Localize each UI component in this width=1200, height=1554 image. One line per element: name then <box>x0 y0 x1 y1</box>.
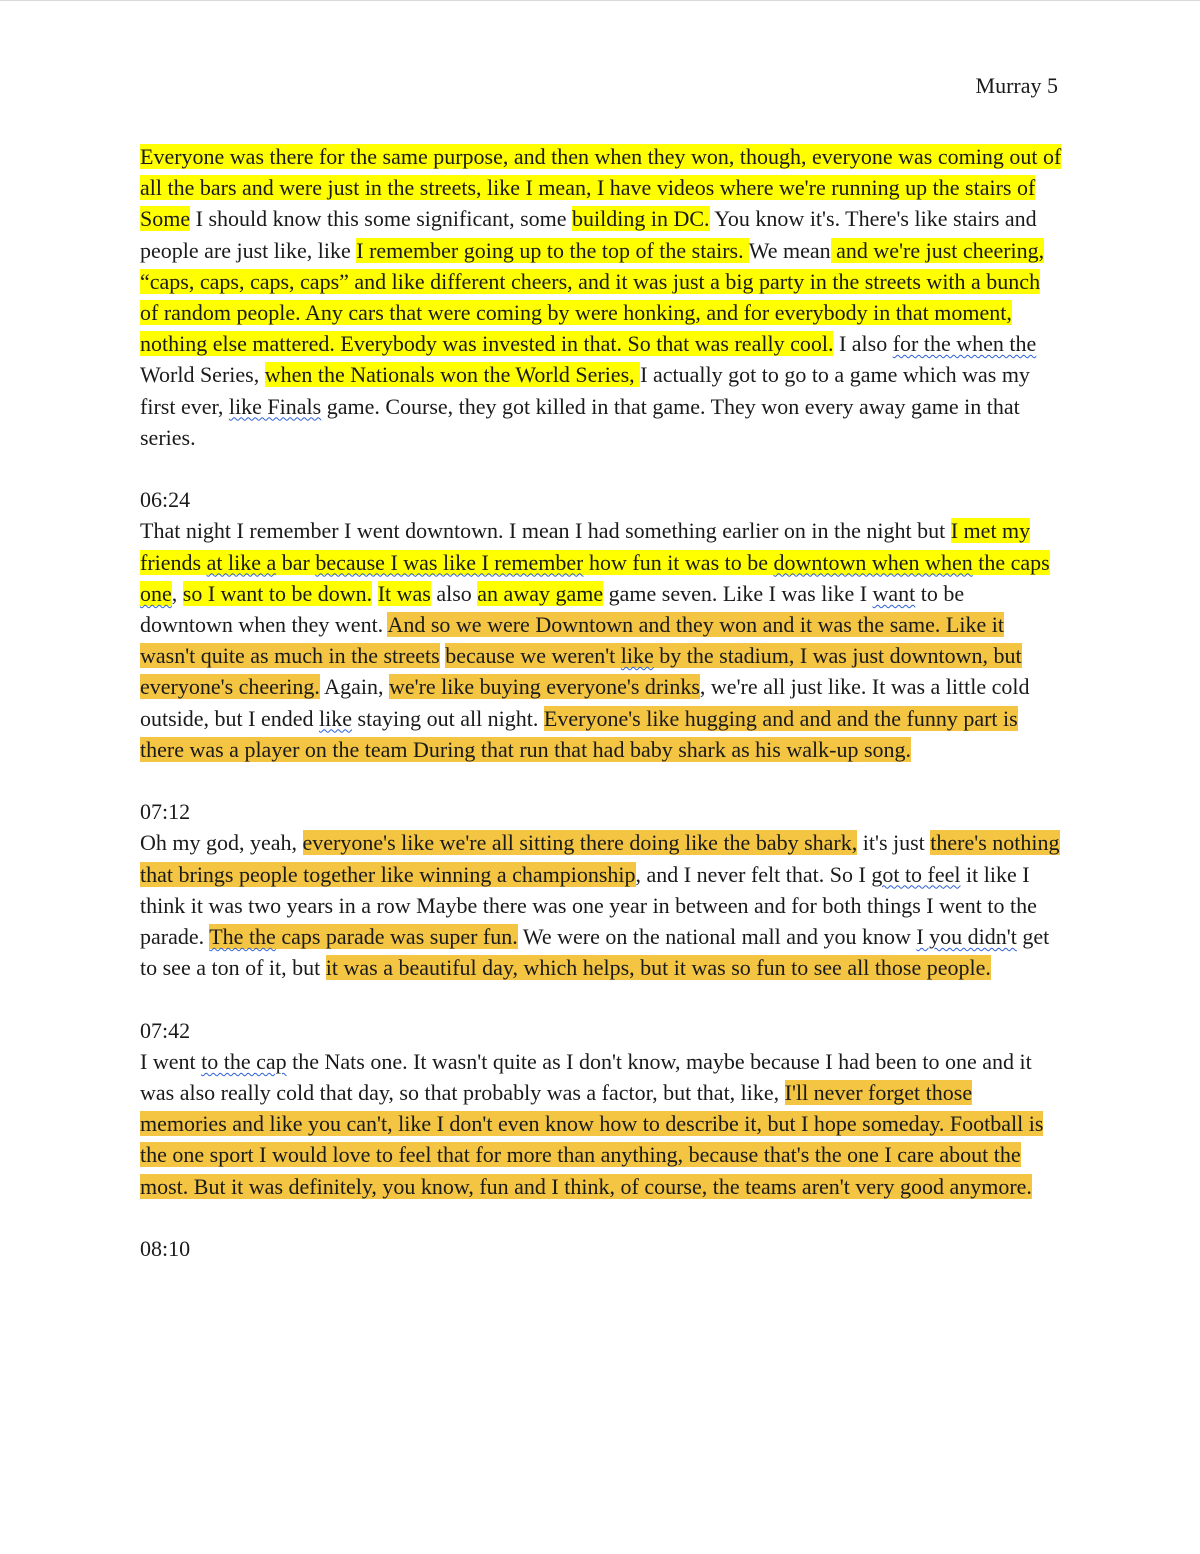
highlighted-text-run: Everyone's like hugging and and and the funny part is there was a player on the team During that run that had baby shark as his walk-up song. <box>140 705 1018 762</box>
highlighted-text-run: how fun it was to be <box>583 549 774 575</box>
document-body <box>140 141 1062 1264</box>
timestamp: 08:10 <box>140 1236 191 1262</box>
grammar-flagged-text: The the <box>209 924 276 950</box>
text-run: I should know this some significant, some <box>190 206 573 232</box>
highlighted-text-run: I met my friends <box>140 518 1031 575</box>
text-run: to be downtown when they went. <box>140 580 965 638</box>
text-run: , <box>171 580 183 606</box>
highlighted-text-run: when the Nationals won the World Series, <box>264 362 641 388</box>
grammar-flagged-text: one <box>140 580 172 606</box>
highlighted-text-run: it was a beautiful day, which helps, but it was so fun to see all those people. <box>325 955 991 981</box>
highlighted-text-run: building in DC. <box>572 206 710 232</box>
highlighted-text-run: so I want to be down. <box>182 580 373 606</box>
timestamp: 07:42 <box>140 1017 191 1043</box>
transcript-paragraph <box>140 515 1062 765</box>
text-run: That night I remember I went downtown. I mean I had something earlier on in the night but <box>140 518 951 544</box>
grammar-flagged-text: because I was like I remember <box>315 549 584 575</box>
grammar-flagged-text: downtown when when <box>773 549 973 575</box>
transcript-paragraph <box>140 1046 1062 1202</box>
highlighted-text-run: by the stadium, I was just downtown, but everyone's cheering. <box>140 643 1022 700</box>
timestamp: 06:24 <box>140 487 191 513</box>
text-run: I also <box>833 331 893 357</box>
text-run: I went <box>140 1048 202 1074</box>
text-run: Oh my god, yeah, <box>140 830 303 856</box>
highlighted-text-run: an away game <box>477 580 604 606</box>
text-run <box>372 581 378 606</box>
highlighted-text-run: there's nothing that brings people together like winning a championship <box>140 830 1060 887</box>
text-run: We were on the national mall and you know <box>517 924 917 950</box>
highlighted-text-run: Everyone was there for the same purpose, and then when they won, though, everyone was coming out of all the bars and were just in the streets, like I mean, I have videos where we're running up the stairs of Some <box>140 144 1062 232</box>
grammar-flagged-text: got to feel <box>871 861 961 887</box>
grammar-flagged-text: like <box>620 643 654 669</box>
grammar-flagged-text: to the cap <box>201 1048 287 1074</box>
grammar-flagged-text: want <box>872 580 916 606</box>
highlighted-text-run: the caps <box>972 549 1050 575</box>
text-run: the Nats one. It wasn't quite as I don't know, maybe because I had been to one and it was also really cold that day, so that probably was a factor, but that, like, <box>140 1048 1032 1106</box>
page-top-border <box>0 0 1200 1</box>
grammar-flagged-text: for the when the <box>892 331 1037 357</box>
highlighted-text-run: It was <box>377 580 431 606</box>
text-run: game. Course, they got killed in that game. They won every away game in that series. <box>140 393 1020 450</box>
highlighted-text-run: everyone's like we're all sitting there doing like the baby shark, <box>302 830 858 856</box>
highlighted-text-run: bar <box>276 549 316 575</box>
text-run: Again, <box>319 674 389 700</box>
timestamp: 07:12 <box>140 799 191 825</box>
grammar-flagged-text: at like a <box>206 549 277 575</box>
text-run: get to see a ton of it, but <box>140 924 1050 981</box>
highlighted-text-run: and we're just cheering, “caps, caps, caps, caps” and like different cheers, and it was just a big party in the streets with a bunch of random people. Any cars that were coming by were honking, and for everybody in that moment, nothing else mattered. Everybody was invested in that. So that was really cool. <box>140 237 1045 357</box>
text-run: , we're all just like. It was a little cold outside, but I ended <box>140 674 1030 731</box>
text-run: also <box>430 580 478 606</box>
highlighted-text-run: caps parade was super fun. <box>275 924 518 950</box>
text-run: it's just <box>857 830 931 856</box>
highlighted-text-run: because we weren't <box>445 643 621 669</box>
grammar-flagged-text: like <box>319 705 353 731</box>
grammar-flagged-text: like Finals <box>228 393 322 419</box>
text-run: World Series, <box>140 362 265 388</box>
text-run: You know it's. There's like stairs and people are just like, like <box>140 206 1037 263</box>
transcript-paragraph <box>140 141 1062 453</box>
transcript-paragraph <box>140 827 1062 983</box>
text-run: staying out all night. <box>352 705 544 731</box>
highlighted-text-run: I'll never forget those memories and like you can't, like I don't even know how to describe it, but I hope someday. Football is the one sport I would love to feel that for more than anything, because that's the one I care about the most. But it was definitely, you know, fun and I think, of course, the teams aren't very good anymore. <box>140 1080 1044 1199</box>
running-head: Murray 5 <box>975 73 1058 98</box>
text-run: We mean <box>748 237 831 263</box>
highlighted-text-run: we're like buying everyone's drinks <box>388 674 700 700</box>
text-run: game seven. Like I was like I <box>603 580 873 606</box>
text-run: , and I never felt that. So I <box>635 861 872 887</box>
grammar-flagged-text: I you didn't <box>916 924 1017 950</box>
highlighted-text-run: I remember going up to the top of the stairs. <box>356 237 749 263</box>
text-run: I actually got to go to a game which was my first ever, <box>140 362 1030 419</box>
highlighted-text-run: And so we were Downtown and they won and it was the same. Like it wasn't quite as much in the streets <box>140 612 1004 669</box>
text-run: it like I think it was two years in a row Maybe there was one year in between and for both things I went to the parade. <box>140 861 1037 950</box>
